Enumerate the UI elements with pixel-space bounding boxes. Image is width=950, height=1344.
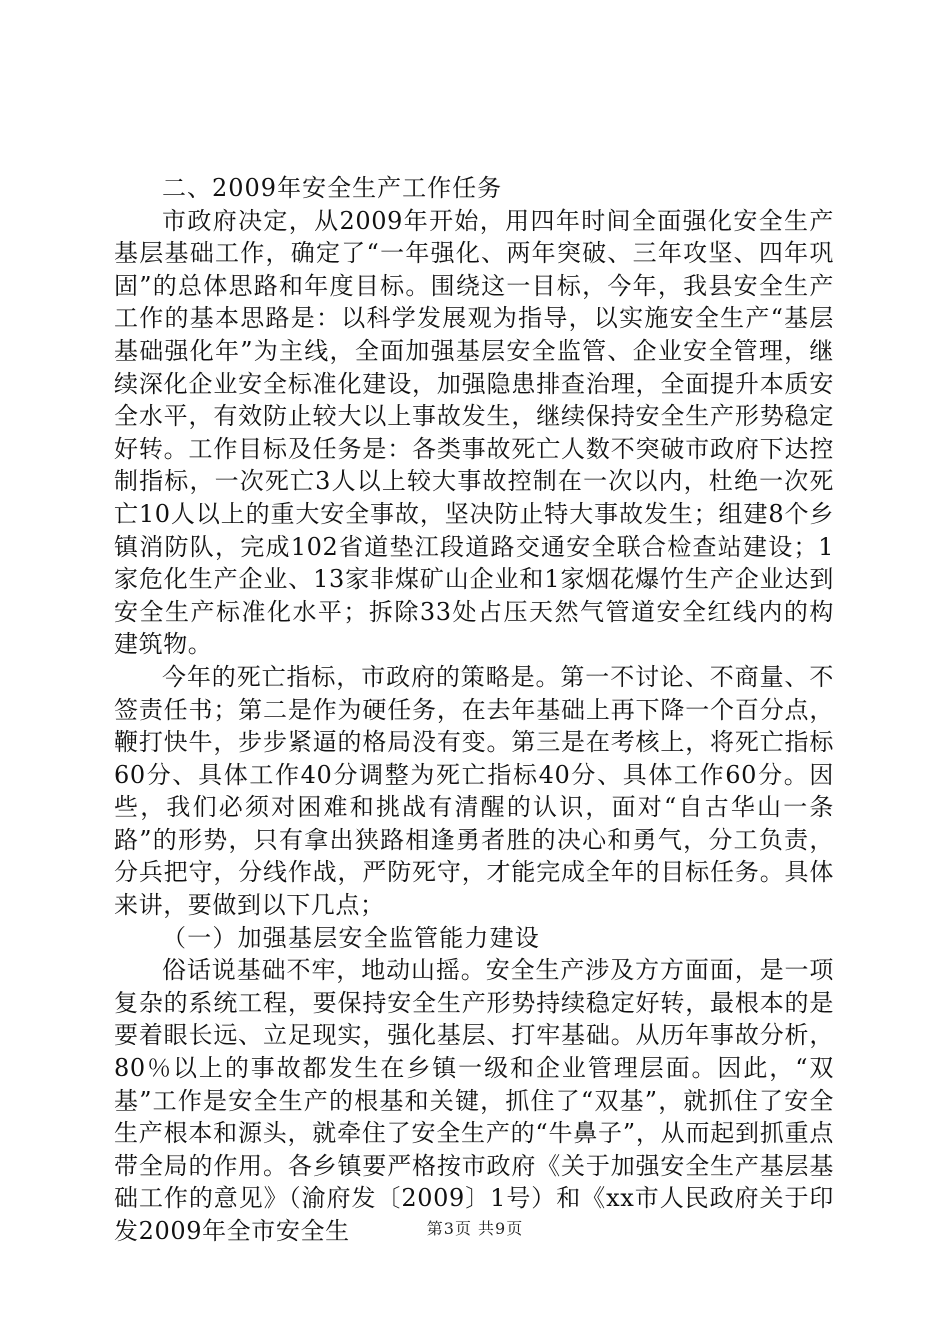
page-footer: 第3页 共9页: [426, 1219, 524, 1238]
paragraph-grassroots: 俗话说基础不牢，地动山摇。安全生产涉及方方面面，是一项复杂的系统工程，要保持安全生产形势持续稳定好转，最根本的是要着眼长远、立足现实，强化基层、打牢基础。从历年事故分析，80％以上的事故都发生在乡镇一级和企业管理层面。因此，“双基”工作是安全生产的根基和关键，抓住了“双基”，就抓住了安全生产根本和源头，就牵住了安全生产的“牛鼻子”，从而起到抓重点带全局的作用。各乡镇要严格按市政府《关于加强安全生产基层基础工作的意见》（渝府发〔2009〕1号）和《xx市人民政府关于印发2009年全市安全生: [114, 956, 834, 1245]
section-heading: 二、2009年安全生产工作任务: [162, 174, 503, 202]
paragraph-work-tasks: 市政府决定，从2009年开始，用四年时间全面强化安全生产基层基础工作，确定了“一年强化、两年突破、三年攻坚、四年巩固”的总体思路和年度目标。围绕这一目标，今年，我县安全生产工作的基本思路是：以科学发展观为指导，以实施安全生产“基层基础强化年”为主线，全面加强基层安全监管、企业安全管理，继续深化企业安全标准化建设，加强隐患排查治理，全面提升本质安全水平，有效防止较大以上事故发生，继续保持安全生产形势稳定好转。工作目标及任务是：各类事故死亡人数不突破市政府下达控制指标，一次死亡3人以上较大事故控制在一次以内，杜绝一次死亡10人以上的重大安全事故，坚决防止特大事故发生；组建8个乡镇消防队，完成102省道垫江段道路交通安全联合检查站建设；1家危化生产企业、13家非煤矿山企业和1家烟花爆竹生产企业达到安全生产标准化水平；拆除33处占压天然气管道安全红线内的构建筑物。: [114, 206, 834, 659]
subsection-heading: （一）加强基层安全监管能力建设: [162, 923, 540, 952]
document-body: [114, 172, 834, 1248]
paragraph-death-index: 今年的死亡指标，市政府的策略是。第一不讨论、不商量、不签责任书；第二是作为硬任务，在去年基础上再下降一个百分点，鞭打快牛，步步紧逼的格局没有变。第三是在考核上，将死亡指标60分、具体工作40分调整为死亡指标40分、具体工作60分。因些，我们必须对困难和挑战有清醒的认识，面对“自古华山一条路”的形势，只有拿出狭路相逢勇者胜的决心和勇气，分工负责，分兵把守，分线作战，严防死守，才能完成全年的目标任务。具体来讲，要做到以下几点；: [114, 662, 834, 920]
